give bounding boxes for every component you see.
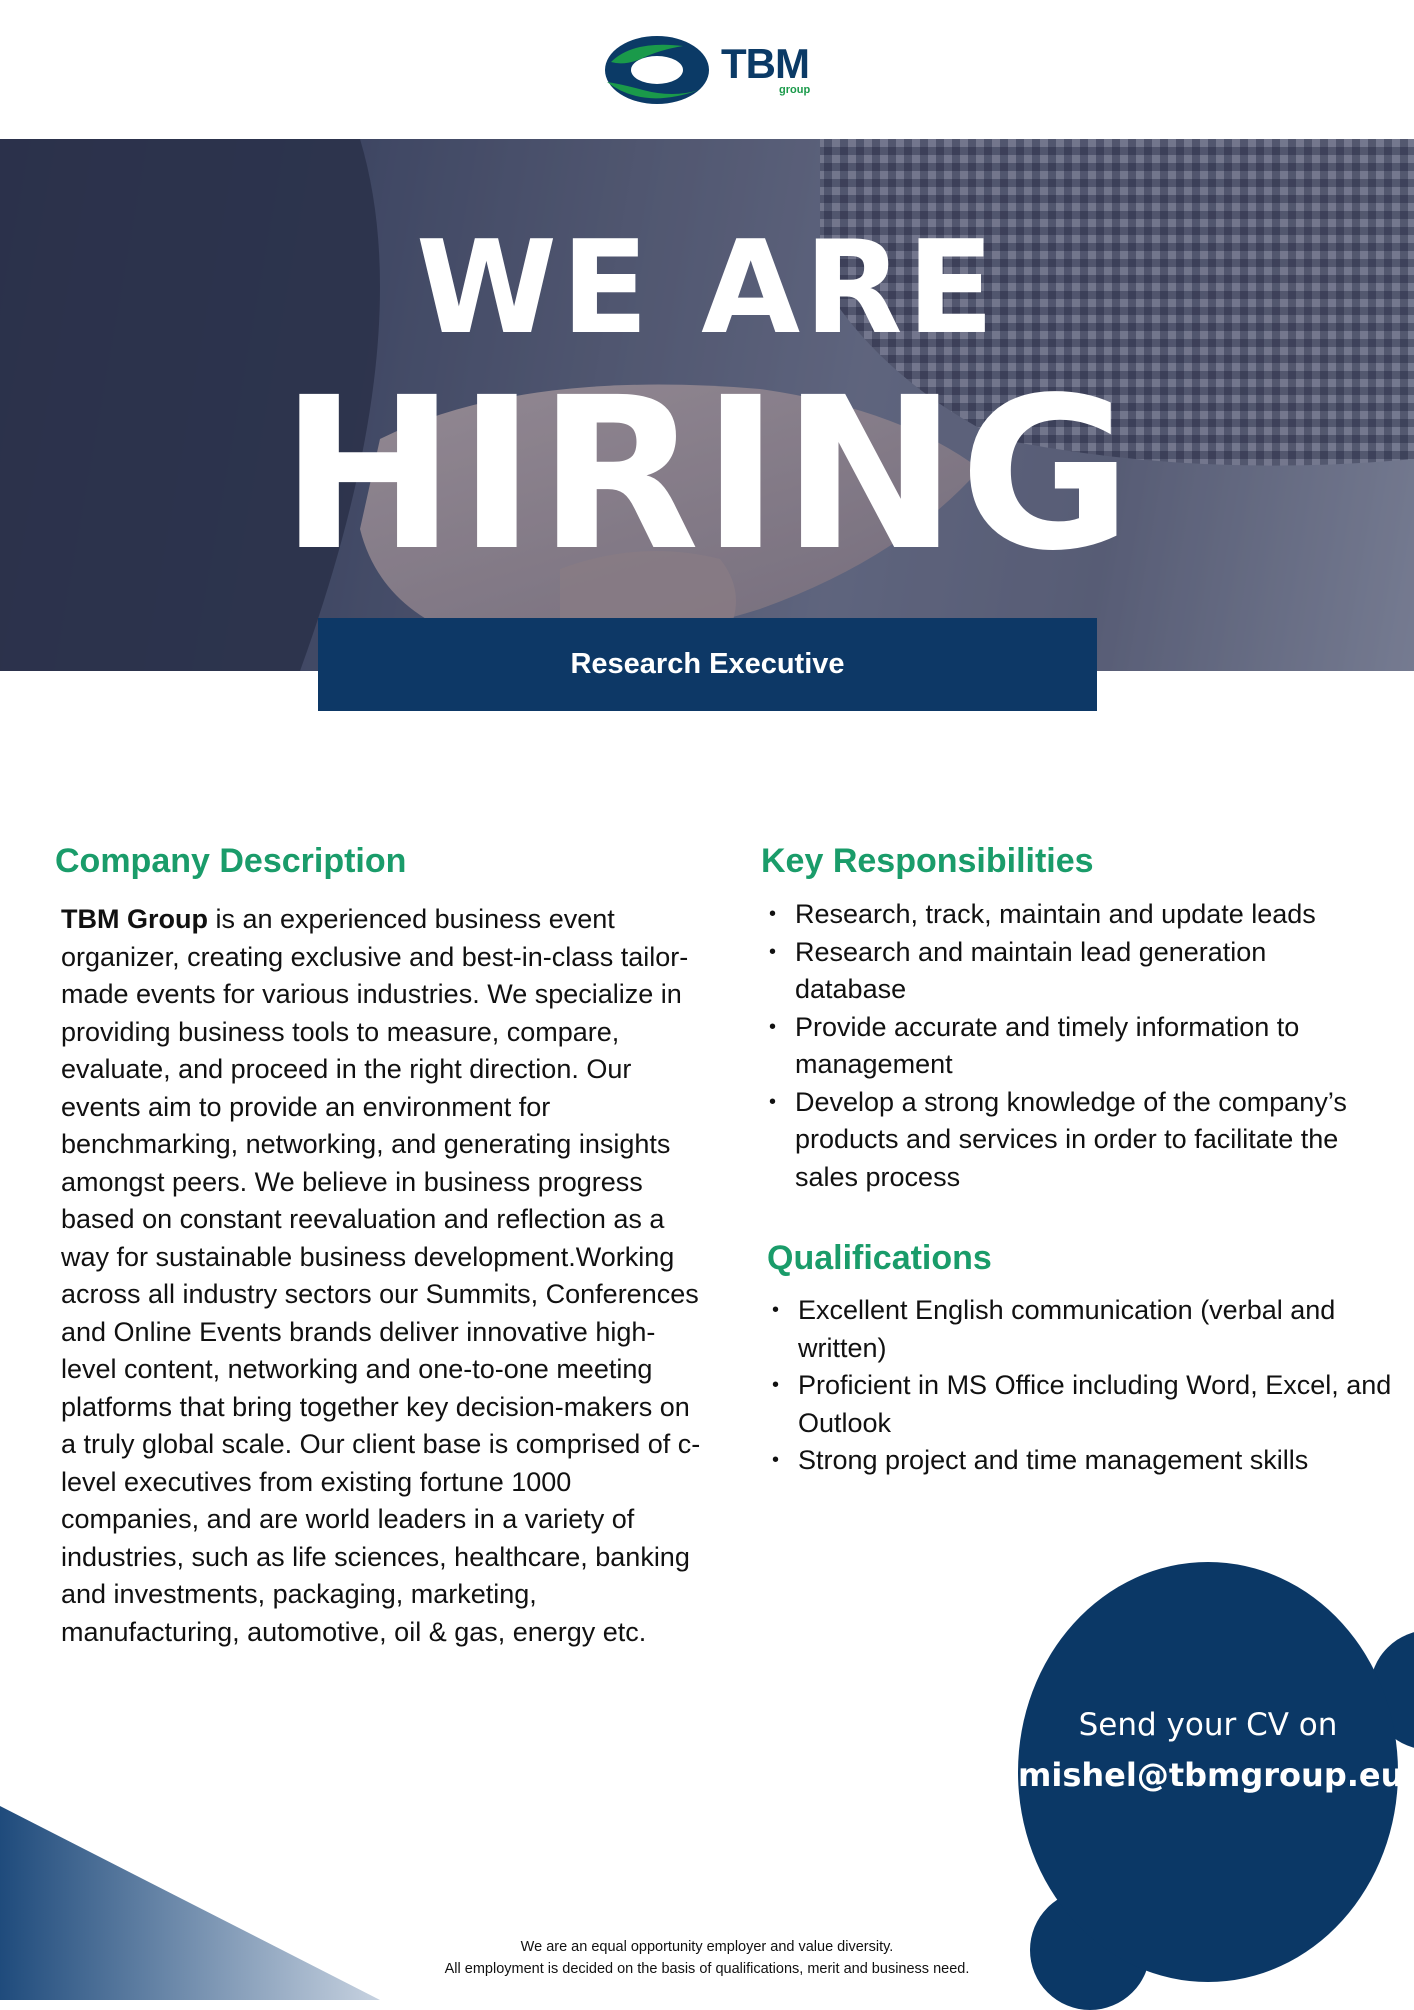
cta-email[interactable]: mishel@tbmgroup.eu [1018,1756,1404,1794]
footer-line-1: We are an equal opportunity employer and value diversity. [520,1939,894,1955]
cta-text: Send your CV on [1078,1707,1338,1743]
job-title: Research Executive [570,648,845,680]
list-item: • Excellent English communication (verbal and written) [764,1292,1414,1367]
qualifications-heading: Qualifications [767,1239,992,1277]
hero-line-hiring: HIRING [280,352,1134,597]
tbm-logo-icon [603,32,715,112]
list-item: • Provide accurate and timely information to management [761,1009,1381,1084]
logo-wordmark: TBM [721,40,809,87]
list-item: • Proficient in MS Office including Word, Excel, and Outlook [764,1367,1414,1442]
list-item: • Research, track, maintain and update leads [761,896,1381,934]
qualifications-list [764,1292,1414,1480]
hero-line-we-are: WE ARE [415,214,999,363]
list-item: • Develop a strong knowledge of the company’s products and services in order to facilitate the sales process [761,1084,1381,1197]
logo-subtext: group [779,84,811,96]
footer-line-2: All employment is decided on the basis of qualifications, merit and business need. [444,1961,970,1977]
company-description-body: is an experienced business event organizer, creating exclusive and best-in-class tailor-made events for various industries. We specialize in providing business tools to measure, compare, evaluate, and proceed in the right direction. Our events aim to provide an environment for benchmarking, networking, and generating insights amongst peers. We believe in business progress based on constant reevaluation and reflection as a way for sustainable business development.Working across all industry sectors our Summits, Conferences and Online Events brands deliver innovative high-level content, networking and one-to-one meeting platforms that bring together key decision-makers on a truly global scale. Our client base is comprised of c-level executives from existing fortune 1000 companies, and are world leaders in a variety of industries, such as life sciences, healthcare, banking and investments, packaging, marketing, manufacturing, automotive, oil & gas, energy etc. [61,904,701,1647]
tbm-logo [603,32,823,112]
company-description-heading: Company Description [55,842,407,880]
list-item: • Strong project and time management skills [764,1442,1414,1480]
list-item: • Research and maintain lead generation database [761,934,1381,1009]
job-title-banner [318,618,1097,711]
company-name: TBM Group [61,904,208,934]
company-description-text [61,901,701,1651]
key-responsibilities-heading: Key Responsibilities [761,842,1094,880]
responsibilities-list [761,896,1381,1196]
